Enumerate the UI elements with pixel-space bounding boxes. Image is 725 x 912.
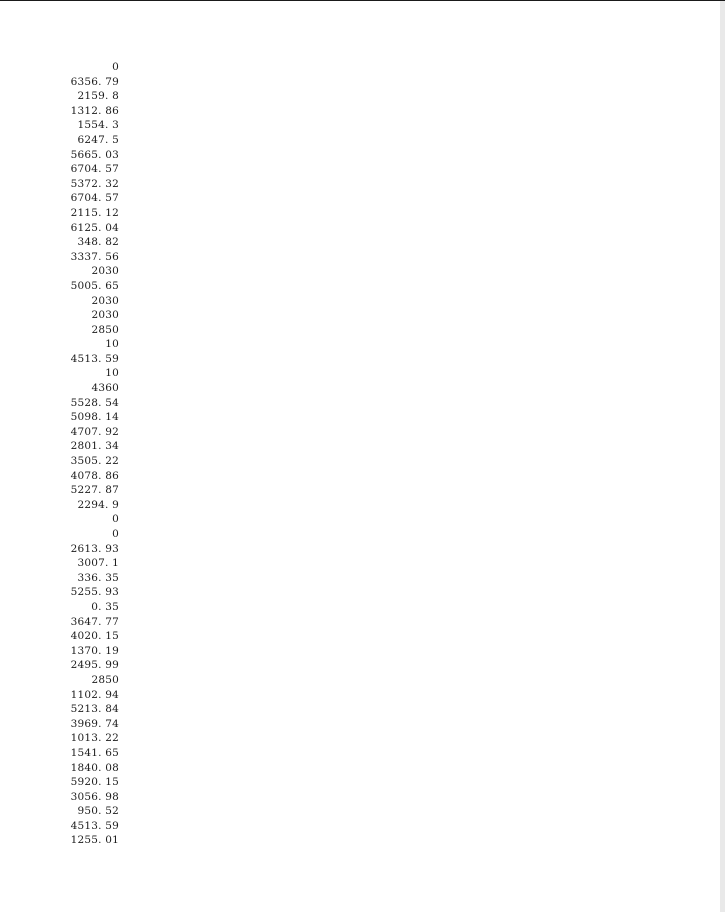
value-row: 6356. 79 — [70, 75, 119, 88]
value-row: 0 — [112, 61, 119, 73]
value-row: 2030 — [91, 294, 119, 307]
value-row: 2613. 93 — [70, 542, 119, 555]
value-row: 2294. 9 — [77, 498, 119, 511]
value-row: 0 — [112, 528, 119, 540]
value-row: 4360 — [91, 382, 119, 395]
value-row: 5528. 54 — [70, 396, 119, 409]
page-edge — [720, 1, 725, 912]
value-row: 4707. 92 — [70, 425, 119, 438]
value-row: 336. 35 — [77, 571, 119, 584]
value-row: 3337. 56 — [70, 250, 119, 263]
value-row: 6247. 5 — [77, 133, 119, 146]
value-row: 2850 — [91, 673, 119, 686]
value-row: 4020. 15 — [70, 630, 119, 643]
value-row: 1013. 22 — [70, 732, 119, 745]
value-row: 1102. 94 — [70, 688, 119, 701]
value-row: 5213. 84 — [70, 703, 119, 716]
value-row: 10 — [105, 367, 119, 380]
value-row: 1840. 08 — [70, 761, 119, 774]
value-row: 1370. 19 — [70, 644, 119, 657]
value-row: 1554. 3 — [77, 119, 119, 132]
value-row: 2030 — [91, 265, 119, 278]
value-row: 6125. 04 — [70, 221, 119, 234]
value-row: 5227. 87 — [70, 484, 119, 497]
value-row: 5372. 32 — [70, 177, 119, 190]
value-row: 1255. 01 — [70, 834, 119, 847]
value-row: 6704. 57 — [70, 163, 119, 176]
value-row: 0 — [112, 513, 119, 526]
value-row: 4513. 59 — [70, 819, 119, 832]
value-row: 2159. 8 — [77, 90, 119, 103]
value-row: 5665. 03 — [70, 148, 119, 161]
value-row: 2495. 99 — [70, 659, 119, 672]
value-row: 5098. 14 — [70, 411, 119, 424]
value-row: 3647. 77 — [70, 615, 119, 628]
value-row: 6704. 57 — [70, 192, 119, 205]
value-row: 2801. 34 — [70, 440, 119, 453]
value-row: 348. 82 — [77, 236, 119, 249]
value-row: 5255. 93 — [70, 586, 119, 599]
value-row: 4513. 59 — [70, 352, 119, 365]
value-row: 5920. 15 — [70, 776, 119, 789]
value-row: 1541. 65 — [70, 746, 119, 759]
value-row: 0. 35 — [91, 600, 119, 613]
value-row: 3505. 22 — [70, 455, 119, 468]
value-row: 1312. 86 — [70, 104, 119, 117]
value-row: 4078. 86 — [70, 469, 119, 482]
value-row: 10 — [105, 338, 119, 351]
value-row: 3056. 98 — [70, 790, 119, 803]
value-row: 2850 — [91, 323, 119, 336]
value-row: 2115. 12 — [70, 206, 119, 219]
value-row: 5005. 65 — [70, 279, 119, 292]
value-row: 2030 — [91, 309, 119, 322]
value-column — [60, 60, 119, 848]
value-row: 950. 52 — [77, 805, 119, 818]
value-row: 3007. 1 — [77, 557, 119, 570]
value-row: 3969. 74 — [70, 717, 119, 730]
